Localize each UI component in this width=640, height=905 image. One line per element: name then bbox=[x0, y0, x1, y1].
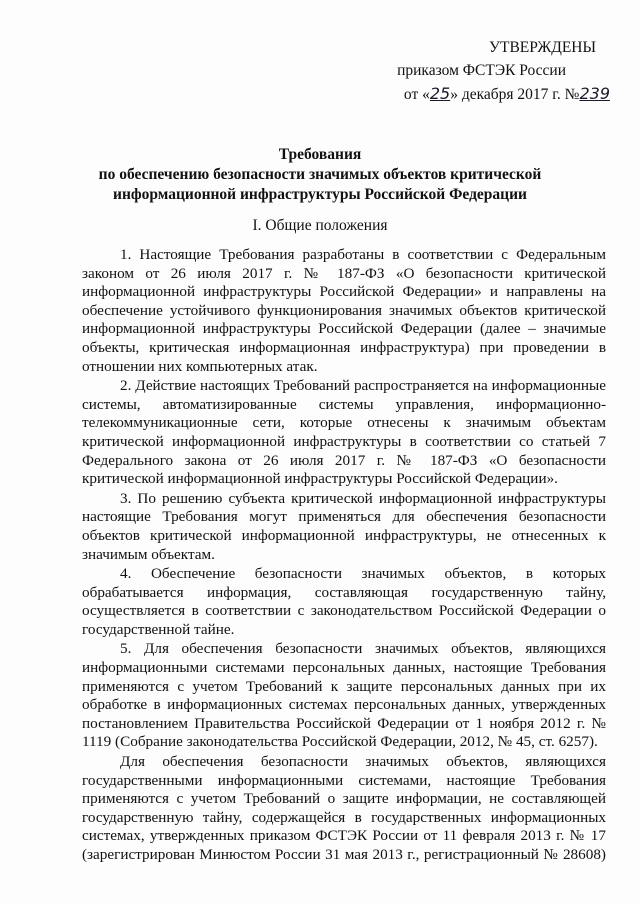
document-title bbox=[80, 145, 560, 205]
order-date-line bbox=[360, 82, 610, 106]
approved-label: УТВЕРЖДЕНЫ bbox=[489, 39, 596, 56]
title-line-2: по обеспечению безопасности значимых объектов критической bbox=[98, 166, 542, 183]
order-label: приказом ФСТЭК России bbox=[397, 62, 566, 79]
document-body bbox=[82, 246, 606, 866]
date-prefix: от « bbox=[403, 86, 430, 103]
paragraph-5: 5. Для обеспечения безопасности значимых объектов, являющихся информационными системами персональных данных, настоящие Требования применяются с учетом Требований к защите персональных данных при их обработке в информационных системах персональных данных, утвержденных постановлением Правительства Российской Федерации от 1 ноября 2012 г. № 1119 (Собрание законодательства Российской Федерации, 2012, № 45, ст. 6257). bbox=[82, 640, 606, 751]
paragraph-4: 4. Обеспечение безопасности значимых объектов, в которых обрабатывается информация, составляющая государственную тайну, осуществляется в соответствии с законодательством Российской Федерации о государственной тайне. bbox=[82, 565, 606, 638]
title-line-1: Требования bbox=[278, 146, 362, 163]
paragraph-2: 2. Действие настоящих Требований распространяется на информационные системы, автоматизированные системы управления, информационно-телекоммуникационные сети, которые отнесены к значимым объектам критической информационной инфраструктуры в соответствии со статьей 7 Федерального закона от 26 июля 2017 г. № 187-ФЗ «О безопасности критической информационной инфраструктуры Российской Федерации». bbox=[82, 377, 606, 488]
section-heading: I. Общие положения bbox=[252, 217, 388, 234]
handwritten-day: 25 bbox=[429, 84, 451, 103]
paragraph-6: Для обеспечения безопасности значимых объектов, являющихся государственными информационными системами, настоящие Требования применяются с учетом Требований о защите информации, не составляющей государственную тайну, содержащейся в государственных информационных системах, утвержденных приказом ФСТЭК России от 11 февраля 2013 г. № 17 (зарегистрирован Минюстом России 31 мая 2013 г., регистрационный № 28608) bbox=[82, 753, 606, 863]
handwritten-order-number: 239 bbox=[579, 84, 610, 103]
title-line-3: информационной инфраструктуры Российской Федерации bbox=[113, 186, 527, 203]
paragraph-3: 3. По решению субъекта критической информационной инфраструктуры настоящие Требования могут применяться для обеспечения безопасности объектов критической информационной инфраструктуры, не отнесенных к значимым объектам. bbox=[82, 489, 606, 563]
date-middle: » декабря 2017 г. № bbox=[450, 86, 580, 103]
approval-block bbox=[360, 36, 610, 106]
paragraph-1: 1. Настоящие Требования разработаны в соответствии с Федеральным законом от 26 июля 2017 г. № 187-ФЗ «О безопасности критической информационной инфраструктуры Российской Федерации» и направлены на обеспечение устойчивого функционирования значимых объектов критической информационной инфраструктуры Российской Федерации (далее – значимые объекты, критическая информационная инфраструктура) при проведении в отношении них компьютерных атак. bbox=[82, 246, 606, 375]
